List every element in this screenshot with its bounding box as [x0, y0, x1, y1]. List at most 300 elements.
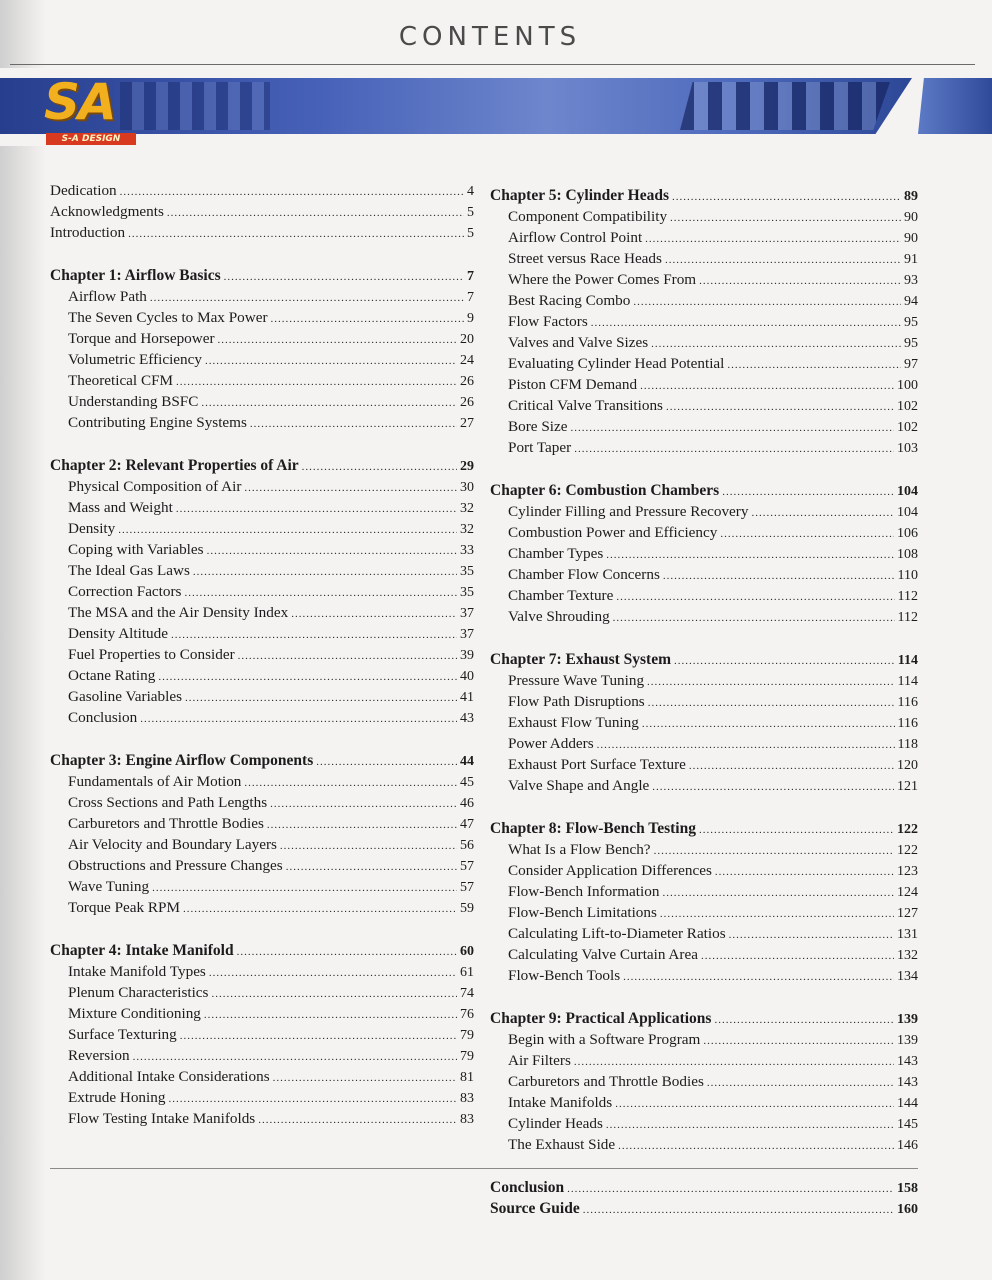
- dot-leader: [720, 524, 894, 545]
- toc-entry: [490, 1050, 918, 1071]
- section-gap: [50, 243, 474, 265]
- toc-entry-page: 57: [460, 880, 474, 895]
- toc-entry-page: 100: [897, 378, 918, 393]
- toc-entry: [490, 733, 918, 754]
- toc-entry: [50, 286, 474, 307]
- toc-entry-title: Density Altitude: [68, 625, 168, 642]
- toc-entry-page: 127: [897, 906, 918, 921]
- toc-entry-page: 158: [897, 1181, 918, 1196]
- dot-leader: [699, 271, 901, 292]
- toc-entry: [490, 248, 918, 269]
- dot-leader: [244, 773, 457, 794]
- toc-entry-page: 29: [460, 459, 474, 474]
- toc-entry-title: Chapter 3: Engine Airflow Components: [50, 752, 314, 769]
- toc-entry-page: 79: [460, 1049, 474, 1064]
- toc-entry-title: Flow Factors: [508, 313, 588, 330]
- toc-entry-title: Flow-Bench Tools: [508, 967, 621, 984]
- page-title: CONTENTS: [398, 22, 582, 52]
- toc-entry-page: 116: [897, 716, 918, 731]
- dot-leader: [662, 883, 894, 904]
- dot-leader: [729, 925, 894, 946]
- toc-entry-title: Exhaust Flow Tuning: [508, 714, 639, 731]
- toc-entry-page: 132: [897, 948, 918, 963]
- dot-leader: [302, 457, 457, 478]
- toc-left-column: [50, 180, 474, 1129]
- dot-leader: [648, 693, 895, 714]
- dot-leader: [273, 1068, 457, 1089]
- toc-entry-title: Theoretical CFM: [68, 372, 174, 389]
- toc-entry-page: 35: [460, 564, 474, 579]
- toc-entry: [50, 581, 474, 602]
- toc-entry: [490, 353, 918, 374]
- toc-entry-title: Density: [68, 520, 116, 537]
- toc-entry-title: Component Compatibility: [508, 208, 668, 225]
- toc-entry: [50, 349, 474, 370]
- toc-entry: [50, 391, 474, 412]
- dot-leader: [205, 351, 457, 372]
- toc-entry-title: Airflow Path: [68, 288, 147, 305]
- toc-entry: [490, 374, 918, 395]
- dot-leader: [665, 250, 901, 271]
- dot-leader: [176, 499, 457, 520]
- dot-leader: [176, 372, 457, 393]
- toc-entry: [50, 180, 474, 201]
- toc-entry-page: 145: [897, 1117, 918, 1132]
- toc-entry: [50, 686, 474, 707]
- toc-chapter-entry: [490, 649, 918, 670]
- toc-entry-title: Plenum Characteristics: [68, 984, 209, 1001]
- dot-leader: [316, 752, 457, 773]
- toc-entry-page: 57: [460, 859, 474, 874]
- toc-entry-title: Begin with a Software Program: [508, 1031, 701, 1048]
- toc-entry-page: 39: [460, 648, 474, 663]
- dot-leader: [574, 439, 894, 460]
- toc-chapter-entry: [490, 1177, 918, 1198]
- toc-entry-page: 35: [460, 585, 474, 600]
- toc-entry: [50, 222, 474, 243]
- toc-entry-title: Port Taper: [508, 439, 572, 456]
- toc-chapter-entry: [50, 750, 474, 771]
- dot-leader: [597, 735, 895, 756]
- dot-leader: [152, 878, 457, 899]
- dot-leader: [660, 904, 894, 925]
- dot-leader: [722, 482, 894, 503]
- toc-entry: [50, 1066, 474, 1087]
- toc-entry-page: 89: [904, 189, 918, 204]
- toc-entry-title: Additional Intake Considerations: [68, 1068, 270, 1085]
- toc-entry-page: 90: [904, 210, 918, 225]
- dot-leader: [672, 187, 901, 208]
- toc-entry: [490, 1113, 918, 1134]
- dot-leader: [183, 899, 457, 920]
- footer-rule: [50, 1168, 918, 1169]
- toc-entry-title: Chamber Texture: [508, 587, 614, 604]
- toc-entry-page: 5: [467, 226, 474, 241]
- dot-leader: [168, 1089, 457, 1110]
- toc-entry-title: Carburetors and Throttle Bodies: [68, 815, 264, 832]
- toc-entry: [50, 623, 474, 644]
- toc-entry-title: Extrude Honing: [68, 1089, 166, 1106]
- dot-leader: [271, 309, 464, 330]
- dot-leader: [647, 672, 894, 693]
- toc-entry-page: 33: [460, 543, 474, 558]
- section-gap: [50, 728, 474, 750]
- toc-entry: [50, 201, 474, 222]
- toc-entry-page: 60: [460, 944, 474, 959]
- toc-entry-page: 26: [460, 395, 474, 410]
- toc-entry: [490, 1029, 918, 1050]
- toc-entry: [50, 412, 474, 433]
- checkered-pattern-right: [680, 82, 890, 130]
- toc-entry: [50, 539, 474, 560]
- toc-entry-title: Combustion Power and Efficiency: [508, 524, 718, 541]
- toc-entry-page: 32: [460, 522, 474, 537]
- toc-entry: [490, 902, 918, 923]
- toc-entry-title: Street versus Race Heads: [508, 250, 662, 267]
- toc-entry-title: Mass and Weight: [68, 499, 173, 516]
- toc-chapter-entry: [490, 480, 918, 501]
- dot-leader: [714, 1010, 894, 1031]
- toc-entry: [490, 290, 918, 311]
- dot-leader: [618, 1136, 894, 1157]
- section-gap: [50, 433, 474, 455]
- toc-entry-page: 47: [460, 817, 474, 832]
- toc-entry-page: 104: [897, 505, 918, 520]
- toc-entry-page: 95: [904, 315, 918, 330]
- toc-entry-page: 56: [460, 838, 474, 853]
- toc-entry-page: 122: [897, 843, 918, 858]
- toc-entry-title: Carburetors and Throttle Bodies: [508, 1073, 704, 1090]
- toc-entry: [490, 691, 918, 712]
- toc-entry-page: 26: [460, 374, 474, 389]
- dot-leader: [613, 608, 895, 629]
- toc-entry-page: 74: [460, 986, 474, 1001]
- dot-leader: [715, 862, 894, 883]
- dot-leader: [118, 520, 457, 541]
- dot-leader: [699, 820, 894, 841]
- toc-entry-title: Piston CFM Demand: [508, 376, 638, 393]
- toc-entry: [50, 560, 474, 581]
- dot-leader: [606, 1115, 894, 1136]
- toc-entry-title: Bore Size: [508, 418, 568, 435]
- section-gap: [490, 627, 918, 649]
- dot-leader: [150, 288, 464, 309]
- toc-entry-page: 114: [897, 653, 918, 668]
- dot-leader: [140, 709, 457, 730]
- dot-leader: [133, 1047, 457, 1068]
- toc-entry-page: 46: [460, 796, 474, 811]
- toc-entry: [490, 564, 918, 585]
- toc-entry: [490, 754, 918, 775]
- toc-chapter-entry: [490, 1008, 918, 1029]
- toc-entry-page: 116: [897, 695, 918, 710]
- toc-entry-page: 76: [460, 1007, 474, 1022]
- toc-entry: [50, 855, 474, 876]
- toc-entry-page: 102: [897, 420, 918, 435]
- dot-leader: [703, 1031, 894, 1052]
- toc-entry-title: What Is a Flow Bench?: [508, 841, 651, 858]
- dot-leader: [651, 334, 901, 355]
- toc-entry-page: 160: [897, 1202, 918, 1217]
- toc-entry-page: 59: [460, 901, 474, 916]
- toc-entry: [50, 834, 474, 855]
- toc-entry-title: Air Velocity and Boundary Layers: [68, 836, 277, 853]
- toc-entry-title: Physical Composition of Air: [68, 478, 242, 495]
- toc-entry-title: Chapter 5: Cylinder Heads: [490, 187, 669, 204]
- toc-entry-title: Dedication: [50, 182, 117, 199]
- toc-entry-page: 97: [904, 357, 918, 372]
- toc-entry: [490, 501, 918, 522]
- toc-entry-page: 112: [897, 610, 918, 625]
- dot-leader: [209, 963, 457, 984]
- toc-chapter-entry: [50, 265, 474, 286]
- toc-entry-title: Wave Tuning: [68, 878, 150, 895]
- dot-leader: [204, 1005, 457, 1026]
- dot-leader: [238, 646, 457, 667]
- dot-leader: [244, 478, 457, 499]
- toc-entry-title: Chapter 9: Practical Applications: [490, 1010, 712, 1027]
- toc-entry-page: 110: [897, 568, 918, 583]
- toc-entry-page: 123: [897, 864, 918, 879]
- toc-entry-title: Critical Valve Transitions: [508, 397, 663, 414]
- toc-entry-title: Flow Path Disruptions: [508, 693, 645, 710]
- dot-leader: [640, 376, 894, 397]
- toc-entry: [490, 1071, 918, 1092]
- toc-entry: [490, 881, 918, 902]
- dot-leader: [185, 688, 457, 709]
- toc-entry-page: 79: [460, 1028, 474, 1043]
- checkered-pattern-left: [120, 82, 270, 130]
- toc-entry: [50, 1108, 474, 1129]
- toc-entry-page: 112: [897, 589, 918, 604]
- toc-entry-page: 139: [897, 1012, 918, 1027]
- toc-entry-title: Obstructions and Pressure Changes: [68, 857, 283, 874]
- toc-entry-title: Correction Factors: [68, 583, 182, 600]
- dot-leader: [623, 967, 894, 988]
- dot-leader: [286, 857, 457, 878]
- sa-logo: SA: [44, 73, 115, 131]
- toc-entry: [50, 897, 474, 918]
- dot-leader: [250, 414, 457, 435]
- toc-entry-title: Air Filters: [508, 1052, 571, 1069]
- toc-entry: [50, 813, 474, 834]
- toc-entry: [490, 860, 918, 881]
- toc-entry-page: 44: [460, 754, 474, 769]
- dot-leader: [207, 541, 457, 562]
- toc-entry-title: Intake Manifold Types: [68, 963, 206, 980]
- toc-entry-title: Flow-Bench Information: [508, 883, 660, 900]
- dot-leader: [633, 292, 901, 313]
- toc-entry-page: 122: [897, 822, 918, 837]
- toc-entry-page: 7: [467, 269, 474, 284]
- dot-leader: [171, 625, 457, 646]
- toc-entry: [490, 227, 918, 248]
- toc-entry-page: 37: [460, 627, 474, 642]
- dot-leader: [574, 1052, 894, 1073]
- toc-entry-title: Conclusion: [68, 709, 138, 726]
- toc-entry-title: Valve Shape and Angle: [508, 777, 650, 794]
- toc-entry-page: 102: [897, 399, 918, 414]
- toc-entry: [50, 328, 474, 349]
- dot-leader: [583, 1200, 894, 1221]
- toc-entry-page: 9: [467, 311, 474, 326]
- toc-entry-title: Fuel Properties to Consider: [68, 646, 235, 663]
- toc-entry: [490, 206, 918, 227]
- dot-leader: [751, 503, 894, 524]
- toc-entry-title: Chamber Flow Concerns: [508, 566, 660, 583]
- dot-leader: [224, 267, 464, 288]
- toc-entry-page: 7: [467, 290, 474, 305]
- toc-entry-title: Reversion: [68, 1047, 130, 1064]
- toc-entry-title: Chapter 4: Intake Manifold: [50, 942, 234, 959]
- toc-entry-title: Airflow Control Point: [508, 229, 643, 246]
- toc-entry-page: 83: [460, 1112, 474, 1127]
- toc-entry-page: 104: [897, 484, 918, 499]
- toc-entry-title: Chapter 2: Relevant Properties of Air: [50, 457, 299, 474]
- toc-entry-page: 81: [460, 1070, 474, 1085]
- toc-entry-title: Gasoline Variables: [68, 688, 183, 705]
- toc-entry: [490, 416, 918, 437]
- toc-chapter-entry: [490, 818, 918, 839]
- dot-leader: [570, 418, 894, 439]
- toc-entry-page: 4: [467, 184, 474, 199]
- toc-entry-title: Intake Manifolds: [508, 1094, 613, 1111]
- toc-entry: [50, 1003, 474, 1024]
- toc-entry: [50, 771, 474, 792]
- toc-entry-title: Octane Rating: [68, 667, 156, 684]
- dot-leader: [616, 587, 894, 608]
- toc-entry-page: 103: [897, 441, 918, 456]
- dot-leader: [654, 841, 894, 862]
- toc-chapter-entry: [490, 185, 918, 206]
- toc-entry-title: Conclusion: [490, 1179, 565, 1196]
- toc-entry: [50, 707, 474, 728]
- toc-entry: [50, 1024, 474, 1045]
- toc-entry-title: Chapter 7: Exhaust System: [490, 651, 671, 668]
- toc-entry: [50, 476, 474, 497]
- toc-entry-page: 61: [460, 965, 474, 980]
- dot-leader: [652, 777, 894, 798]
- dot-leader: [267, 815, 457, 836]
- toc-entry-title: Cylinder Filling and Pressure Recovery: [508, 503, 749, 520]
- toc-entry-page: 20: [460, 332, 474, 347]
- toc-entry-page: 91: [904, 252, 918, 267]
- toc-entry-title: Mixture Conditioning: [68, 1005, 201, 1022]
- toc-entry-title: Calculating Lift-to-Diameter Ratios: [508, 925, 726, 942]
- section-gap: [50, 918, 474, 940]
- dot-leader: [615, 1094, 894, 1115]
- toc-entry: [50, 1087, 474, 1108]
- dot-leader: [184, 583, 457, 604]
- toc-entry-title: Understanding BSFC: [68, 393, 199, 410]
- toc-entry-title: Flow Testing Intake Manifolds: [68, 1110, 256, 1127]
- toc-entry-page: 83: [460, 1091, 474, 1106]
- toc-entry: [490, 712, 918, 733]
- toc-entry-page: 32: [460, 501, 474, 516]
- toc-entry-title: Contributing Engine Systems: [68, 414, 247, 431]
- toc-entry-title: Evaluating Cylinder Head Potential: [508, 355, 725, 372]
- dot-leader: [674, 651, 895, 672]
- toc-entry-title: Valve Shrouding: [508, 608, 610, 625]
- toc-entry-page: 94: [904, 294, 918, 309]
- dot-leader: [670, 208, 901, 229]
- toc-entry-page: 37: [460, 606, 474, 621]
- toc-entry-title: The MSA and the Air Density Index: [68, 604, 289, 621]
- dot-leader: [237, 942, 457, 963]
- toc-entry: [50, 961, 474, 982]
- toc-entry: [490, 269, 918, 290]
- toc-entry-page: 90: [904, 231, 918, 246]
- toc-entry: [490, 437, 918, 458]
- toc-chapter-entry: [50, 940, 474, 961]
- toc-entry: [50, 518, 474, 539]
- dot-leader: [666, 397, 894, 418]
- toc-entry-title: Best Racing Combo: [508, 292, 631, 309]
- dot-leader: [193, 562, 457, 583]
- toc-entry-page: 95: [904, 336, 918, 351]
- toc-entry-title: Pressure Wave Tuning: [508, 672, 645, 689]
- toc-entry-title: Chapter 6: Combustion Chambers: [490, 482, 720, 499]
- toc-entry: [50, 792, 474, 813]
- toc-entry-title: Acknowledgments: [50, 203, 164, 220]
- toc-entry-page: 114: [897, 674, 918, 689]
- toc-entry: [490, 839, 918, 860]
- dot-leader: [645, 229, 901, 250]
- dot-leader: [663, 566, 895, 587]
- section-gap: [490, 796, 918, 818]
- toc-entry-title: Coping with Variables: [68, 541, 204, 558]
- toc-entry-title: The Seven Cycles to Max Power: [68, 309, 268, 326]
- toc-entry-page: 143: [897, 1075, 918, 1090]
- toc-entry-title: Cross Sections and Path Lengths: [68, 794, 268, 811]
- toc-entry: [490, 332, 918, 353]
- toc-entry-title: Flow-Bench Limitations: [508, 904, 657, 921]
- toc-entry: [490, 670, 918, 691]
- toc-chapter-entry: [50, 455, 474, 476]
- toc-entry: [490, 543, 918, 564]
- toc-entry: [50, 982, 474, 1003]
- toc-entry: [50, 602, 474, 623]
- toc-entry-title: Chamber Types: [508, 545, 604, 562]
- toc-entry-page: 30: [460, 480, 474, 495]
- toc-entry-page: 24: [460, 353, 474, 368]
- toc-entry-page: 121: [897, 779, 918, 794]
- section-gap: [490, 458, 918, 480]
- toc-entry-page: 139: [897, 1033, 918, 1048]
- toc-entry: [50, 644, 474, 665]
- toc-entry-page: 134: [897, 969, 918, 984]
- toc-entry-title: The Ideal Gas Laws: [68, 562, 190, 579]
- toc-entry-title: Volumetric Efficiency: [68, 351, 202, 368]
- toc-entry-page: 27: [460, 416, 474, 431]
- toc-entry-title: Exhaust Port Surface Texture: [508, 756, 686, 773]
- dot-leader: [689, 756, 894, 777]
- toc-entry: [50, 876, 474, 897]
- dot-leader: [591, 313, 901, 334]
- toc-entry: [50, 370, 474, 391]
- toc-entry: [490, 311, 918, 332]
- toc-entry: [490, 606, 918, 627]
- toc-entry-title: Power Adders: [508, 735, 594, 752]
- toc-entry: [490, 395, 918, 416]
- toc-entry-page: 118: [897, 737, 918, 752]
- toc-entry-page: 93: [904, 273, 918, 288]
- toc-entry: [50, 665, 474, 686]
- toc-entry-page: 131: [897, 927, 918, 942]
- dot-leader: [167, 203, 464, 224]
- sa-design-wordmark: S-A DESIGN: [46, 133, 136, 145]
- toc-entry-title: Surface Texturing: [68, 1026, 177, 1043]
